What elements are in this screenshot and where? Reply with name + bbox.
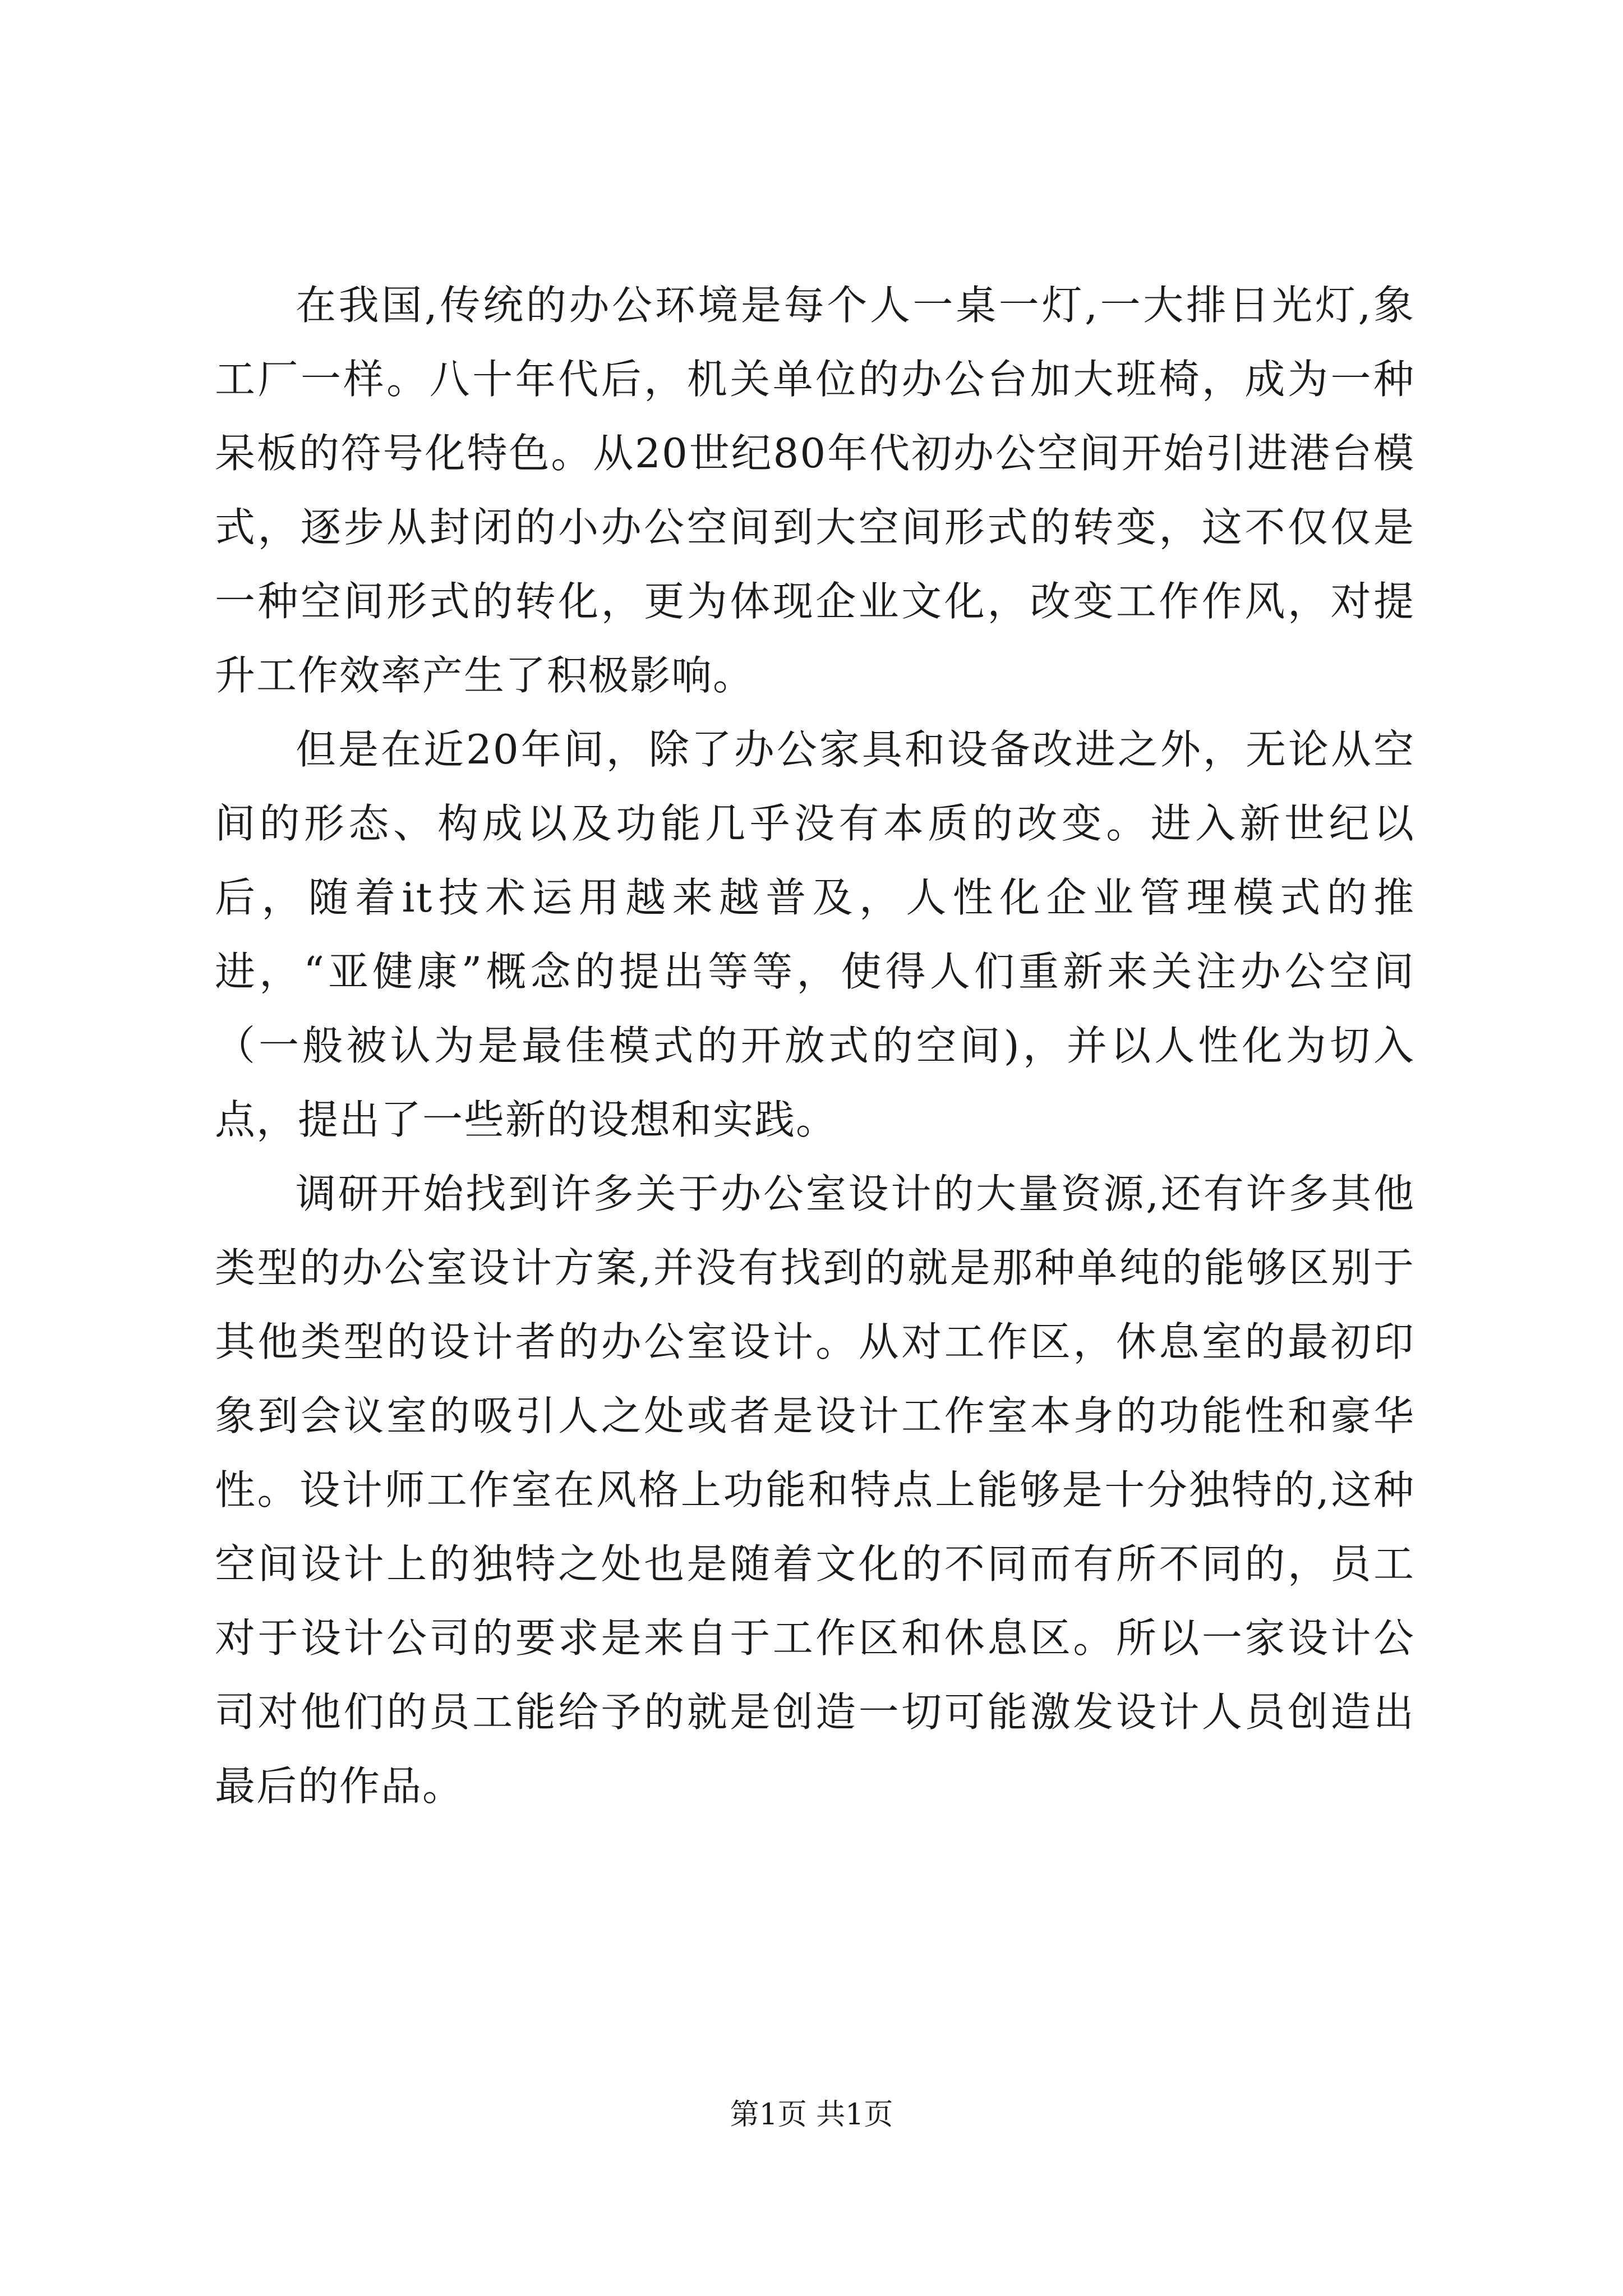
paragraph-1: 在我国,传统的办公环境是每个人一桌一灯,一大排日光灯,象工厂一样。八十年代后，机关单位的办公台加大班椅，成为一种呆板的符号化特色。从20世纪80年代初办公空间开始引进港台模式，逐步从封闭的小办公空间到大空间形式的转变，这不仅仅是一种空间形式的转化，更为体现企业文化，改变工作作风，对提升工作效率产生了积极影响。: [215, 282, 1415, 699]
document-body: [215, 268, 1415, 1823]
page-footer: 第1页 共1页: [730, 2098, 893, 2132]
paragraph-2: 但是在近20年间，除了办公家具和设备改进之外，无论从空间的形态、构成以及功能几乎没有本质的改变。进入新世纪以后，随着it技术运用越来越普及，人性化企业管理模式的推进，“亚健康”概念的提出等等，使得人们重新来关注办公空间（一般被认为是最佳模式的开放式的空间)，并以人性化为切入点，提出了一些新的设想和实践。: [215, 726, 1415, 1143]
paragraph-3: 调研开始找到许多关于办公室设计的大量资源,还有许多其他类型的办公室设计方案,并没有找到的就是那种单纯的能够区别于其他类型的设计者的办公室设计。从对工作区，休息室的最初印象到会议室的吸引人之处或者是设计工作室本身的功能性和豪华性。设计师工作室在风格上功能和特点上能够是十分独特的,这种空间设计上的独特之处也是随着文化的不同而有所不同的，员工对于设计公司的要求是来自于工作区和休息区。所以一家设计公司对他们的员工能给予的就是创造一切可能激发设计人员创造出最后的作品。: [215, 1170, 1415, 1810]
